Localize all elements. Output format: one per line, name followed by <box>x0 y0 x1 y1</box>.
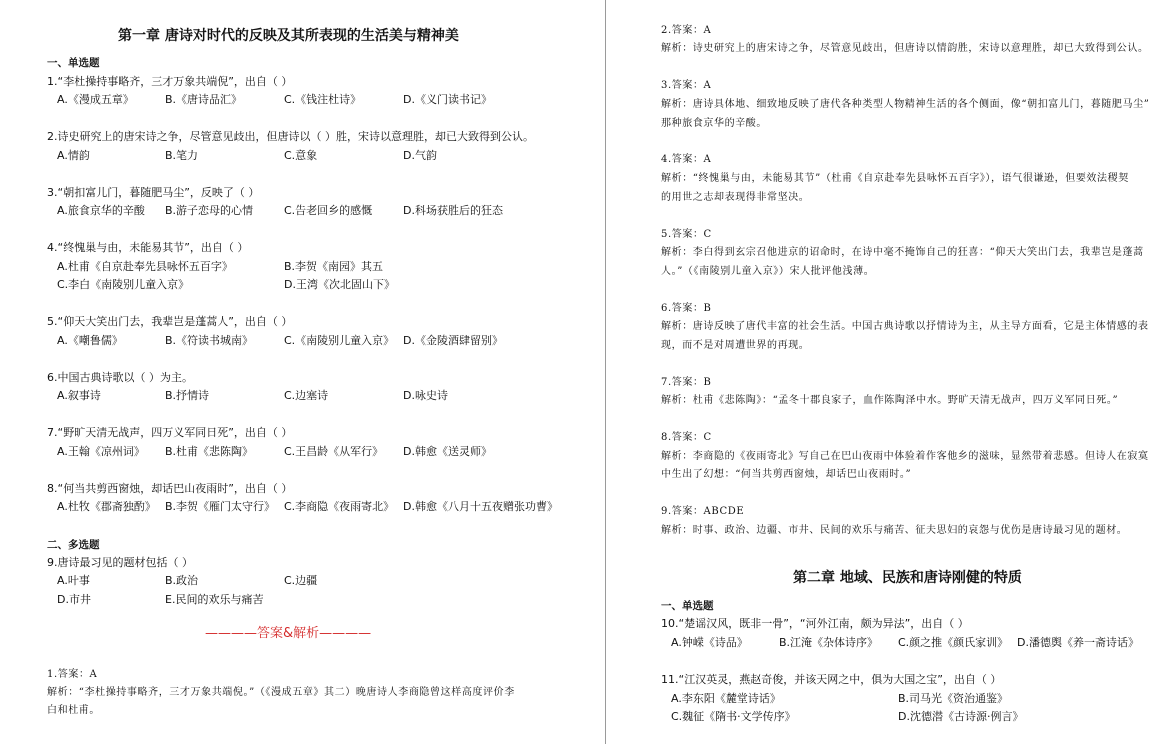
question-7-stem: 7.“野旷天清无战声，四万义军同日死”，出自（ ） <box>47 426 293 439</box>
section-heading-single-choice: 一、单选题 <box>47 57 100 69</box>
question-8-option-d: D.韩愈《八月十五夜赠张功曹》 <box>403 500 558 513</box>
question-3-option-b: B.游子恋母的心情 <box>165 204 254 217</box>
answer-1-explanation-cont: 白和杜甫。 <box>47 705 100 716</box>
question-8-option-a: A.杜牧《郡斋独酌》 <box>57 500 156 513</box>
answer-8-explanation: 解析：李商隐的《夜雨寄北》写自己在巴山夜雨中体验着作客他乡的滋味，显然带着悲感。但诗人在寂寞 <box>661 451 1149 462</box>
question-7-option-b: B.杜甫《悲陈陶》 <box>165 445 254 458</box>
question-6-option-b: B.抒情诗 <box>165 389 210 402</box>
answer-3-explanation: 解析：唐诗具体地、细致地反映了唐代各种类型人物精神生活的各个侧面，像“朝扣富儿门，暮随肥马尘” <box>661 99 1150 110</box>
page-divider <box>605 0 606 744</box>
question-2-option-a: A.情韵 <box>57 149 90 162</box>
question-5-option-b: B.《符读书城南》 <box>165 334 254 347</box>
right-page <box>607 0 1173 744</box>
question-10-option-d: D.潘德舆《养一斋诗话》 <box>1017 636 1139 649</box>
question-5-option-c: C.《南陵别儿童入京》 <box>284 334 395 347</box>
section-heading-multi-choice: 二、多选题 <box>47 539 100 551</box>
question-2-option-b: B.笔力 <box>165 149 199 162</box>
question-4-stem: 4.“终愧巢与由，未能易其节”，出自（ ） <box>47 241 249 254</box>
answer-7-label: 7.答案：B <box>661 377 712 388</box>
question-2-stem: 2.诗史研究上的唐宋诗之争，尽管意见歧出，但唐诗以（ ）胜，宋诗以意理胜，却已大致得到公认。 <box>47 130 534 143</box>
question-10-option-c: C.颜之推《颜氏家训》 <box>898 636 1009 649</box>
answer-2-explanation: 解析：诗史研究上的唐宋诗之争，尽管意见歧出，但唐诗以情韵胜，宋诗以意理胜，却已大致得到公认。 <box>661 43 1149 54</box>
answer-9-label: 9.答案：ABCDE <box>661 506 745 517</box>
answer-7-explanation: 解析：杜甫《悲陈陶》：“孟冬十郡良家子，血作陈陶泽中水。野旷天清无战声，四万义军同日死。” <box>661 395 1119 406</box>
question-6-option-d: D.咏史诗 <box>403 389 448 402</box>
question-6-option-c: C.边塞诗 <box>284 389 329 402</box>
answer-2-label: 2.答案：A <box>661 25 712 36</box>
answer-6-explanation: 解析：唐诗反映了唐代丰富的社会生活。中国古典诗歌以抒情诗为主，从主导方面看，它是主体情感的表 <box>661 321 1149 332</box>
question-9-option-b: B.政治 <box>165 574 199 587</box>
question-3-option-d: D.科场获胜后的狂态 <box>403 204 503 217</box>
question-11-option-a: A.李东阳《麓堂诗话》 <box>671 692 781 705</box>
answer-6-label: 6.答案：B <box>661 303 712 314</box>
question-10-option-a: A.钟嵘《诗品》 <box>671 636 748 649</box>
chapter-title: 第一章 唐诗对时代的反映及其所表现的生活美与精神美 <box>118 28 459 44</box>
chapter-2-section-heading: 一、单选题 <box>661 600 714 612</box>
question-5-option-d: D.《金陵酒肆留别》 <box>403 334 503 347</box>
question-3-option-c: C.告老回乡的感慨 <box>284 204 373 217</box>
question-9-option-c: C.边疆 <box>284 574 318 587</box>
question-4-option-b: B.李贺《南园》其五 <box>284 260 384 273</box>
answer-4-explanation: 解析：“终愧巢与由，未能易其节”（杜甫《自京赴奉先县咏怀五百字》），语气很谦逊，但要效法稷契 <box>661 173 1129 184</box>
question-1-stem: 1.“李杜操持事略齐，三才万象共端倪”，出自（ ） <box>47 75 293 88</box>
question-6-stem: 6.中国古典诗歌以（ ）为主。 <box>47 371 193 384</box>
question-3-stem: 3.“朝扣富儿门，暮随肥马尘”，反映了（ ） <box>47 186 260 199</box>
question-11-option-c: C.魏征《隋书·文学传序》 <box>671 710 796 723</box>
answer-8-explanation-cont: 中生出了幻想：“何当共剪西窗烛，却话巴山夜雨时。” <box>661 469 912 480</box>
question-1-option-a: A.《漫成五章》 <box>57 93 134 106</box>
question-8-stem: 8.“何当共剪西窗烛，却话巴山夜雨时”，出自（ ） <box>47 482 293 495</box>
answer-1-label: 1.答案：A <box>47 669 98 680</box>
question-9-option-d: D.市井 <box>57 593 91 606</box>
question-1-option-d: D.《义门读书记》 <box>403 93 492 106</box>
question-2-option-c: C.意象 <box>284 149 318 162</box>
answer-5-label: 5.答案：C <box>661 229 712 240</box>
answer-8-label: 8.答案：C <box>661 432 712 443</box>
question-1-option-c: C.《钱注杜诗》 <box>284 93 362 106</box>
answer-4-explanation-cont: 的用世之志却表现得非常坚决。 <box>661 192 810 203</box>
answer-separator: ————答案&解析———— <box>205 626 372 641</box>
question-1-option-b: B.《唐诗品汇》 <box>165 93 243 106</box>
answer-4-label: 4.答案：A <box>661 154 712 165</box>
chapter-2-title: 第二章 地域、民族和唐诗刚健的特质 <box>793 570 1022 586</box>
question-11-stem: 11.“江汉英灵，燕赵奇俊，并该天网之中，俱为大国之宝”，出自（ ） <box>661 673 1002 686</box>
question-2-option-d: D.气韵 <box>403 149 437 162</box>
question-8-option-b: B.李贺《雁门太守行》 <box>165 500 276 513</box>
answer-5-explanation-cont: 人。”（《南陵别儿童入京》）宋人批评他浅薄。 <box>661 266 875 277</box>
question-7-option-d: D.韩愈《送灵师》 <box>403 445 492 458</box>
question-5-option-a: A.《嘲鲁儒》 <box>57 334 123 347</box>
question-4-option-c: C.李白《南陵别儿童入京》 <box>57 278 190 291</box>
question-10-stem: 10.“楚谣汉风，既非一骨”，“河外江南，颇为异法”，出自（ ） <box>661 617 969 630</box>
answer-5-explanation: 解析：李白得到玄宗召他进京的诏命时，在诗中毫不掩饰自己的狂喜：“仰天大笑出门去，我辈岂是蓬蒿 <box>661 247 1144 258</box>
question-5-stem: 5.“仰天大笑出门去，我辈岂是蓬蒿人”，出自（ ） <box>47 315 293 328</box>
question-11-option-b: B.司马光《资治通鉴》 <box>898 692 1009 705</box>
question-11-option-d: D.沈德潜《古诗源·例言》 <box>898 710 1024 723</box>
answer-6-explanation-cont: 现，而不是对周遭世界的再现。 <box>661 340 810 351</box>
question-3-option-a: A.旅食京华的辛酸 <box>57 204 145 217</box>
question-7-option-a: A.王翰《凉州词》 <box>57 445 145 458</box>
answer-9-explanation: 解析：时事、政治、边疆、市井、民间的欢乐与痛苦、征夫思妇的哀怨与优伤是唐诗最习见的题材。 <box>661 525 1128 536</box>
question-7-option-c: C.王昌龄《从军行》 <box>284 445 384 458</box>
answer-3-explanation-cont: 那种旅食京华的辛酸。 <box>661 118 767 129</box>
answer-3-label: 3.答案：A <box>661 80 712 91</box>
question-9-option-a: A.叶事 <box>57 574 90 587</box>
answer-1-explanation: 解析：“李杜操持事略齐，三才万象共端倪。”（《漫成五章》其二）晚唐诗人李商隐曾这样高度评价李 <box>47 687 515 698</box>
question-6-option-a: A.叙事诗 <box>57 389 101 402</box>
question-9-option-e: E.民间的欢乐与痛苦 <box>165 593 264 606</box>
question-4-option-d: D.王湾《次北固山下》 <box>284 278 395 291</box>
question-9-stem: 9.唐诗最习见的题材包括（ ） <box>47 556 193 569</box>
question-10-option-b: B.江淹《杂体诗序》 <box>779 636 879 649</box>
question-8-option-c: C.李商隐《夜雨寄北》 <box>284 500 395 513</box>
question-4-option-a: A.杜甫《自京赴奉先县咏怀五百字》 <box>57 260 233 273</box>
